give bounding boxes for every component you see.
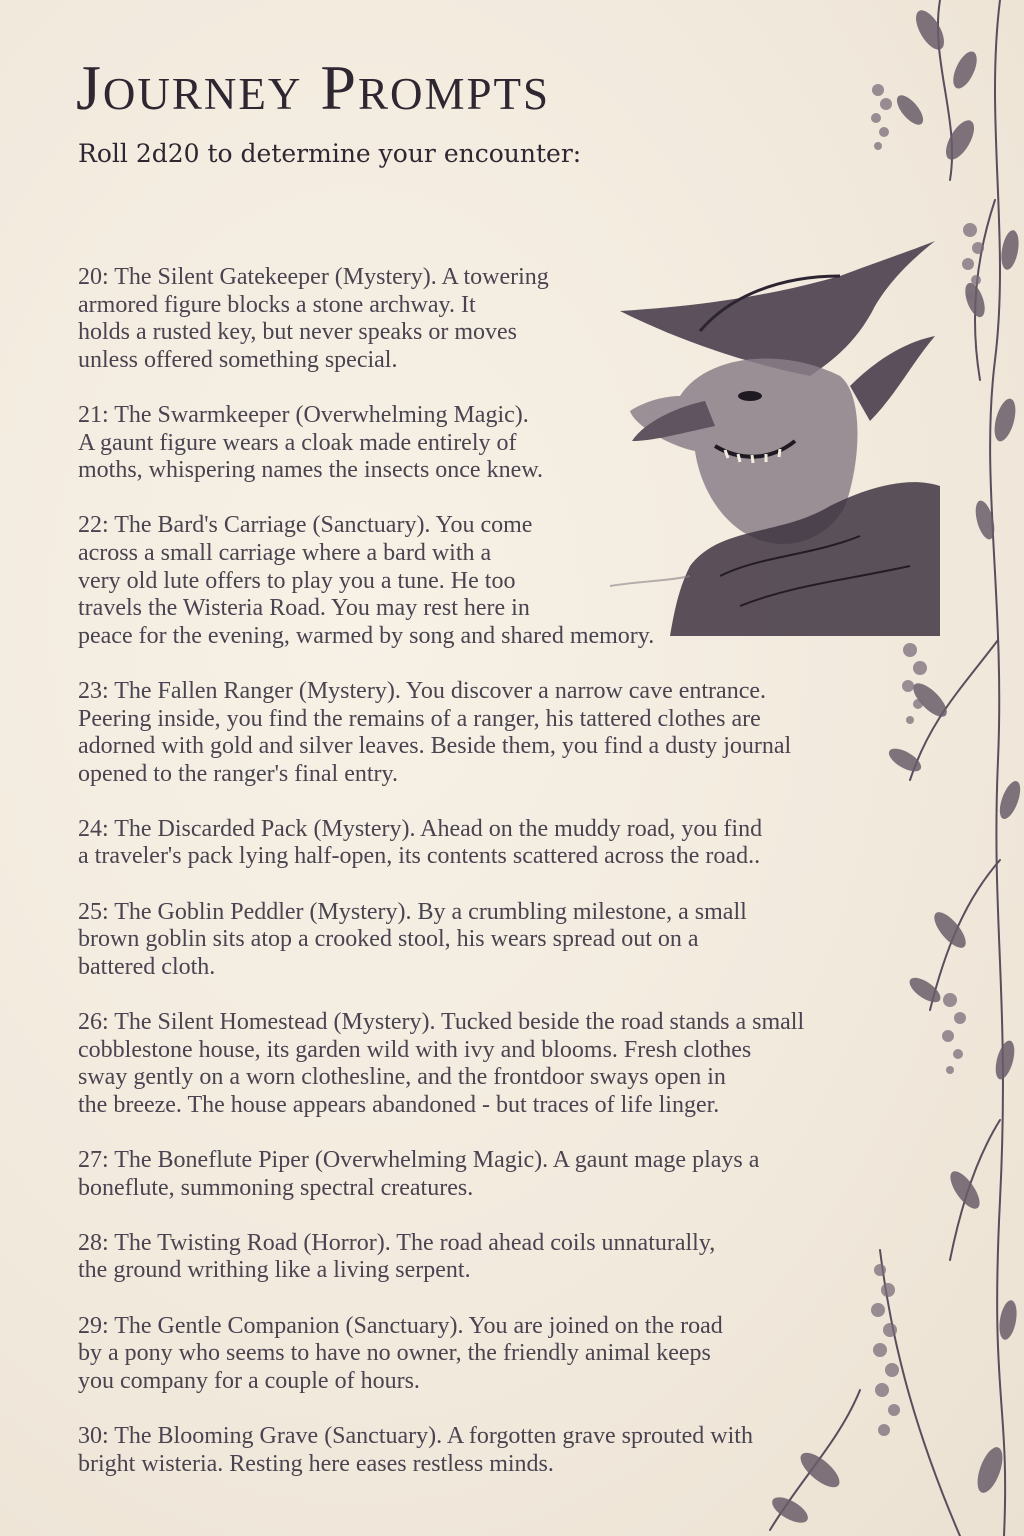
encounter-entry-24 <box>78 816 938 871</box>
entry-line: you company for a couple of hours. <box>78 1367 420 1394</box>
encounter-entry-20 <box>78 264 938 374</box>
entry-line: 27: The Boneflute Piper (Overwhelming Magic). A gaunt mage plays a <box>78 1147 760 1173</box>
entry-line: the ground writhing like a living serpent. <box>78 1257 471 1284</box>
encounter-list <box>78 264 938 1506</box>
entry-line: 26: The Silent Homestead (Mystery). Tucked beside the road stands a small <box>78 1009 805 1036</box>
entry-line: 30: The Blooming Grave (Sanctuary). A forgotten grave sprouted with <box>78 1422 753 1449</box>
encounter-entry-25 <box>78 899 938 982</box>
encounter-entry-21 <box>78 402 938 485</box>
entry-line: sway gently on a worn clothesline, and the frontdoor sways open in <box>78 1064 726 1091</box>
entry-line: 29: The Gentle Companion (Sanctuary). You are joined on the road <box>78 1312 723 1339</box>
entry-line: 23: The Fallen Ranger (Mystery). You discover a narrow cave entrance. <box>78 677 767 704</box>
page-subtitle: Roll 2d20 to determine your encounter: <box>78 139 582 168</box>
encounter-entry-29 <box>78 1313 938 1396</box>
entry-line: A gaunt figure wears a cloak made entirely of <box>78 429 517 456</box>
encounter-entry-26 <box>78 1009 938 1119</box>
entry-line: a traveler's pack lying half-open, its contents scattered across the road.. <box>78 843 761 870</box>
entry-line: moths, whispering names the insects once knew. <box>78 457 544 484</box>
entry-line: 28: The Twisting Road (Horror). The road ahead coils unnaturally, <box>78 1229 716 1256</box>
entry-line: the breeze. The house appears abandoned - but traces of life linger. <box>78 1091 720 1118</box>
entry-line: peace for the evening, warmed by song and shared memory. <box>78 622 655 649</box>
entry-line: battered cloth. <box>78 953 216 980</box>
entry-line: 21: The Swarmkeeper (Overwhelming Magic). <box>78 401 529 428</box>
entry-line: 22: The Bard's Carriage (Sanctuary). You come <box>78 512 533 539</box>
entry-line: by a pony who seems to have no owner, the friendly animal keeps <box>78 1340 711 1367</box>
entry-line: 24: The Discarded Pack (Mystery). Ahead on the muddy road, you find <box>78 815 763 842</box>
encounter-entry-28 <box>78 1230 938 1285</box>
encounter-entry-22 <box>78 512 938 650</box>
entry-line: bright wisteria. Resting here eases restless minds. <box>78 1450 554 1477</box>
page-title: Journey Prompts <box>76 52 551 123</box>
entry-line: 20: The Silent Gatekeeper (Mystery). A towering <box>78 264 549 290</box>
entry-line: holds a rusted key, but never speaks or moves <box>78 319 518 346</box>
entry-line: armored figure blocks a stone archway. It <box>78 291 476 318</box>
entry-line: very old lute offers to play you a tune. He too <box>78 567 516 594</box>
entry-line: opened to the ranger's final entry. <box>78 760 398 787</box>
encounter-entry-27 <box>78 1147 938 1202</box>
entry-line: travels the Wisteria Road. You may rest here in <box>78 595 530 622</box>
entry-line: adorned with gold and silver leaves. Beside them, you find a dusty journal <box>78 733 792 760</box>
entry-line: across a small carriage where a bard with a <box>78 539 492 566</box>
entry-line: unless offered something special. <box>78 346 398 373</box>
entry-line: boneflute, summoning spectral creatures. <box>78 1174 474 1201</box>
entry-line: 25: The Goblin Peddler (Mystery). By a crumbling milestone, a small <box>78 898 747 925</box>
entry-line: brown goblin sits atop a crooked stool, his wears spread out on a <box>78 926 699 953</box>
encounter-entry-23 <box>78 678 938 788</box>
encounter-entry-30 <box>78 1423 938 1478</box>
entry-line: Peering inside, you find the remains of a ranger, his tattered clothes are <box>78 705 761 732</box>
entry-line: cobblestone house, its garden wild with ivy and blooms. Fresh clothes <box>78 1036 752 1063</box>
